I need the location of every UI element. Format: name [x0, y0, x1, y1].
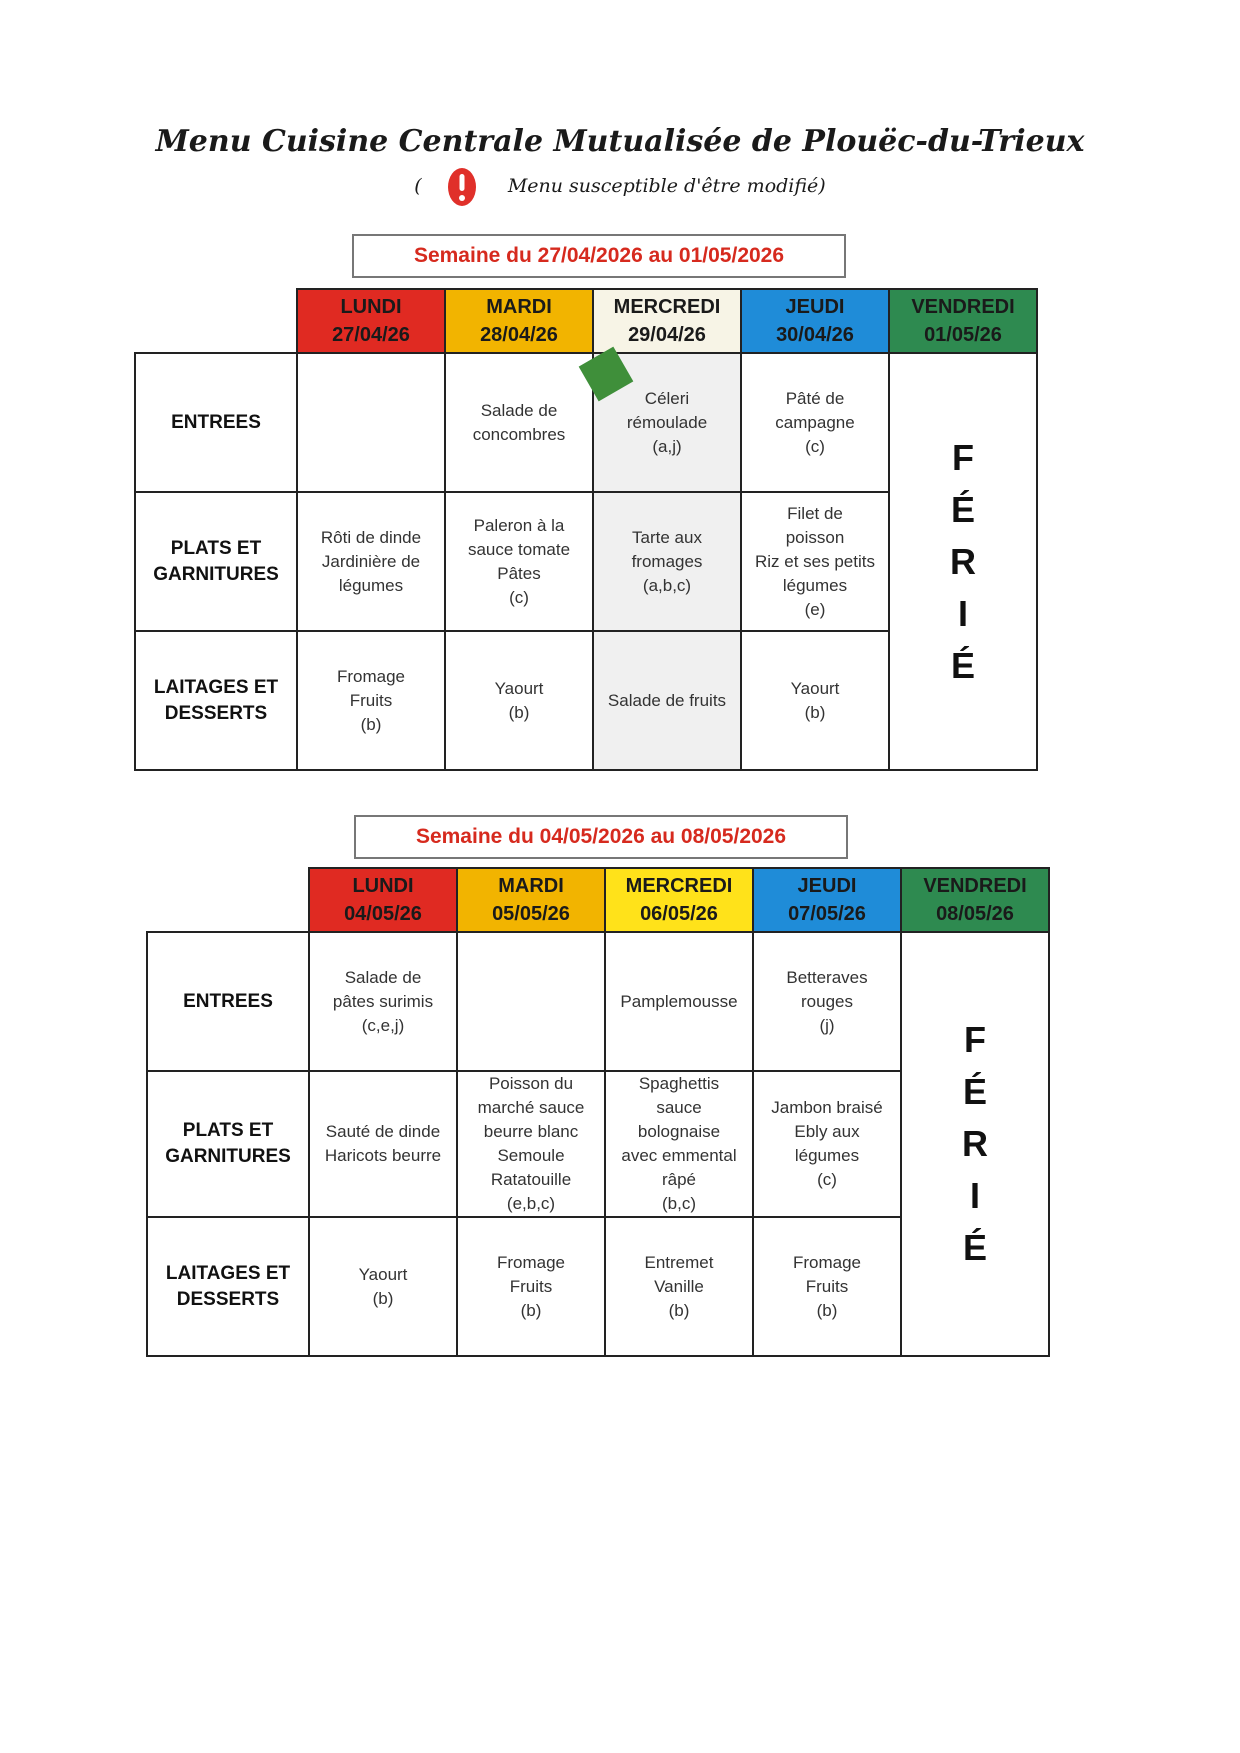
menu-cell: [297, 492, 445, 631]
row-label-line: DESSERTS: [164, 702, 268, 724]
menu-line: Fruits: [805, 1276, 849, 1296]
week-banner-2: Semaine du 04/05/2026 au 08/05/2026: [354, 815, 848, 859]
day-name: JEUDI: [797, 875, 857, 897]
day-name: LUNDI: [340, 296, 402, 318]
menu-table-week-2: [146, 867, 1050, 1357]
menu-line: Fromage: [792, 1252, 862, 1272]
menu-cell: [309, 1217, 457, 1356]
menu-line: (c,e,j): [361, 1015, 405, 1035]
menu-line: (e): [804, 599, 826, 619]
ferie-letter: I: [957, 592, 968, 634]
row-label-line: LAITAGES ET: [165, 1262, 291, 1284]
day-header-mardi: [445, 289, 593, 353]
menu-cell: [741, 631, 889, 770]
menu-cell: [753, 1071, 901, 1217]
menu-line: rouges: [801, 991, 853, 1011]
menu-cell: [605, 1071, 753, 1217]
menu-line: légumes: [782, 575, 848, 595]
day-header-jeudi: [741, 289, 889, 353]
row-label-line: LAITAGES ET: [153, 676, 279, 698]
row-label-line: GARNITURES: [165, 1146, 291, 1167]
ferie-letter: R: [950, 540, 976, 582]
day-header-mercredi: [605, 868, 753, 932]
menu-line: Ebly aux: [794, 1122, 860, 1141]
menu-line: Yaourt: [358, 1264, 408, 1284]
menu-line: Semoule: [497, 1146, 565, 1165]
menu-line: sauce tomate: [467, 539, 571, 559]
menu-line: (b): [360, 714, 382, 734]
day-date: 06/05/26: [640, 903, 718, 925]
ferie-letter: I: [969, 1175, 980, 1216]
day-name: VENDREDI: [923, 875, 1027, 897]
day-date: 07/05/26: [788, 903, 866, 925]
subtitle-paren: (: [414, 175, 422, 197]
day-name: LUNDI: [352, 875, 414, 897]
menu-line: campagne: [775, 412, 855, 432]
day-name: JEUDI: [785, 296, 845, 318]
menu-line: (b): [508, 702, 530, 722]
menu-cell: [457, 932, 605, 1071]
day-header-jeudi: [753, 868, 901, 932]
menu-line: Fruits: [349, 690, 393, 710]
menu-line: bolognaise: [637, 1122, 721, 1141]
menu-line: poisson: [785, 527, 845, 547]
menu-line: Rôti de dinde: [320, 527, 422, 547]
day-header-mercredi: [593, 289, 741, 353]
day-name: MERCREDI: [613, 296, 721, 318]
day-date: 05/05/26: [492, 903, 570, 925]
row-label-desserts: [135, 631, 297, 770]
menu-cell: [593, 631, 741, 770]
header-row: [135, 289, 1037, 353]
row-label-entrees: ENTREES: [147, 932, 309, 1071]
day-name: MERCREDI: [625, 875, 733, 897]
row-entrees: [147, 932, 1049, 1071]
menu-line: (b): [804, 702, 826, 722]
day-date: 04/05/26: [344, 903, 422, 925]
week-banner-1: Semaine du 27/04/2026 au 01/05/2026: [352, 234, 846, 278]
menu-line: Paleron à la: [473, 515, 565, 535]
day-name: MARDI: [498, 875, 564, 897]
menu-line: (b,c): [662, 1194, 696, 1213]
menu-line: râpé: [661, 1170, 697, 1189]
menu-line: Poisson du: [488, 1074, 574, 1093]
corner-blank: [147, 868, 309, 932]
row-label-line: DESSERTS: [176, 1288, 280, 1310]
menu-line: Vanille: [654, 1276, 704, 1296]
menu-line: Fromage: [336, 666, 406, 686]
menu-cell: [309, 932, 457, 1071]
menu-line: (b): [816, 1300, 838, 1320]
menu-table-week-1: [134, 288, 1038, 771]
menu-line: Pamplemousse: [620, 991, 738, 1011]
menu-line: Riz et ses petits: [755, 551, 875, 571]
menu-line: (j): [819, 1015, 835, 1035]
menu-line: (c): [805, 436, 825, 456]
menu-line: Betteraves: [786, 967, 868, 987]
menu-cell: [297, 353, 445, 492]
menu-line: Yaourt: [790, 678, 840, 698]
menu-line: (c): [817, 1170, 837, 1189]
day-header-mardi: [457, 868, 605, 932]
menu-line: Yaourt: [494, 678, 544, 698]
menu-line: Sauté de dinde: [325, 1122, 441, 1141]
day-header-vendredi: [901, 868, 1049, 932]
menu-line: Pâté de: [785, 388, 845, 408]
ferie-letter: R: [962, 1123, 988, 1164]
ferie-letter: F: [964, 1019, 986, 1060]
menu-line: Jardinière de: [321, 551, 421, 571]
menu-line: Entremet: [644, 1252, 714, 1272]
day-date: 01/05/26: [924, 324, 1002, 346]
corner-blank: [135, 289, 297, 353]
day-date: 29/04/26: [628, 324, 706, 346]
menu-line: Jambon braisé: [771, 1098, 883, 1117]
menu-line: (e,b,c): [506, 1194, 556, 1213]
ferie-cell: [901, 932, 1049, 1356]
menu-line: (b): [520, 1300, 542, 1320]
row-label-line: PLATS ET: [182, 1120, 274, 1141]
menu-line: légumes: [338, 575, 404, 595]
ferie-cell: [889, 353, 1037, 770]
menu-line: Ratatouille: [490, 1170, 572, 1189]
menu-cell: [445, 631, 593, 770]
menu-line: beurre blanc: [483, 1122, 579, 1141]
menu-line: (a,b,c): [642, 575, 692, 595]
menu-cell: [741, 492, 889, 631]
menu-line: Tarte aux: [632, 527, 702, 547]
menu-cell: [593, 492, 741, 631]
menu-line: avec emmental: [621, 1146, 737, 1165]
row-label-entrees: ENTREES: [135, 353, 297, 492]
menu-cell: [457, 1071, 605, 1217]
ferie-letter: É: [962, 1071, 987, 1112]
menu-line: (b): [372, 1288, 394, 1308]
menu-line: (c): [509, 587, 529, 607]
menu-cell: [753, 932, 901, 1071]
row-label-line: GARNITURES: [153, 563, 279, 585]
day-date: 08/05/26: [936, 903, 1014, 925]
menu-line: Fromage: [496, 1252, 566, 1272]
day-date: 28/04/26: [480, 324, 558, 346]
menu-line: Filet de: [787, 503, 843, 523]
menu-cell: [605, 932, 753, 1071]
menu-line: concombres: [472, 424, 566, 444]
header-row: [147, 868, 1049, 932]
menu-line: marché sauce: [477, 1098, 585, 1117]
menu-cell: [741, 353, 889, 492]
menu-line: Salade de: [344, 967, 422, 987]
ferie-letter: É: [962, 1227, 987, 1268]
menu-cell: [457, 1217, 605, 1356]
row-label-desserts: [147, 1217, 309, 1356]
page-title: Menu Cuisine Centrale Mutualisée de Plouëc-du-Trieux: [155, 124, 1085, 159]
menu-line: Pâtes: [497, 563, 541, 583]
menu-cell: [297, 631, 445, 770]
row-label-line: PLATS ET: [170, 537, 262, 559]
menu-line: pâtes surimis: [332, 991, 434, 1011]
day-date: 30/04/26: [776, 324, 854, 346]
warning-icon: [446, 166, 478, 208]
menu-line: fromages: [631, 551, 703, 571]
menu-cell: [605, 1217, 753, 1356]
day-name: MARDI: [486, 296, 552, 318]
menu-line: Spaghettis: [638, 1074, 720, 1093]
day-header-lundi: [309, 868, 457, 932]
day-header-lundi: [297, 289, 445, 353]
subtitle-text: Menu susceptible d'être modifié): [507, 175, 826, 197]
menu-cell: [445, 353, 593, 492]
day-date: 27/04/26: [332, 324, 410, 346]
ferie-letter: É: [950, 488, 975, 530]
menu-cell: [753, 1217, 901, 1356]
menu-line: (a,j): [652, 436, 682, 456]
menu-line: rémoulade: [626, 412, 708, 432]
menu-line: Fruits: [509, 1276, 553, 1296]
ferie-letter: F: [952, 436, 974, 478]
day-name: VENDREDI: [911, 296, 1015, 318]
row-label-plats: [147, 1071, 309, 1217]
ferie-letter: É: [950, 644, 975, 686]
menu-line: Haricots beurre: [324, 1146, 442, 1165]
menu-line: (b): [668, 1300, 690, 1320]
day-header-vendredi: [889, 289, 1037, 353]
menu-line: légumes: [794, 1146, 860, 1165]
menu-line: Salade de: [480, 400, 558, 420]
menu-line: Salade de fruits: [607, 690, 727, 710]
menu-line: sauce: [656, 1098, 702, 1117]
menu-line: Céleri: [644, 388, 690, 408]
menu-cell: [445, 492, 593, 631]
page-subtitle: [0, 166, 1240, 208]
row-label-plats: [135, 492, 297, 631]
menu-cell: [309, 1071, 457, 1217]
